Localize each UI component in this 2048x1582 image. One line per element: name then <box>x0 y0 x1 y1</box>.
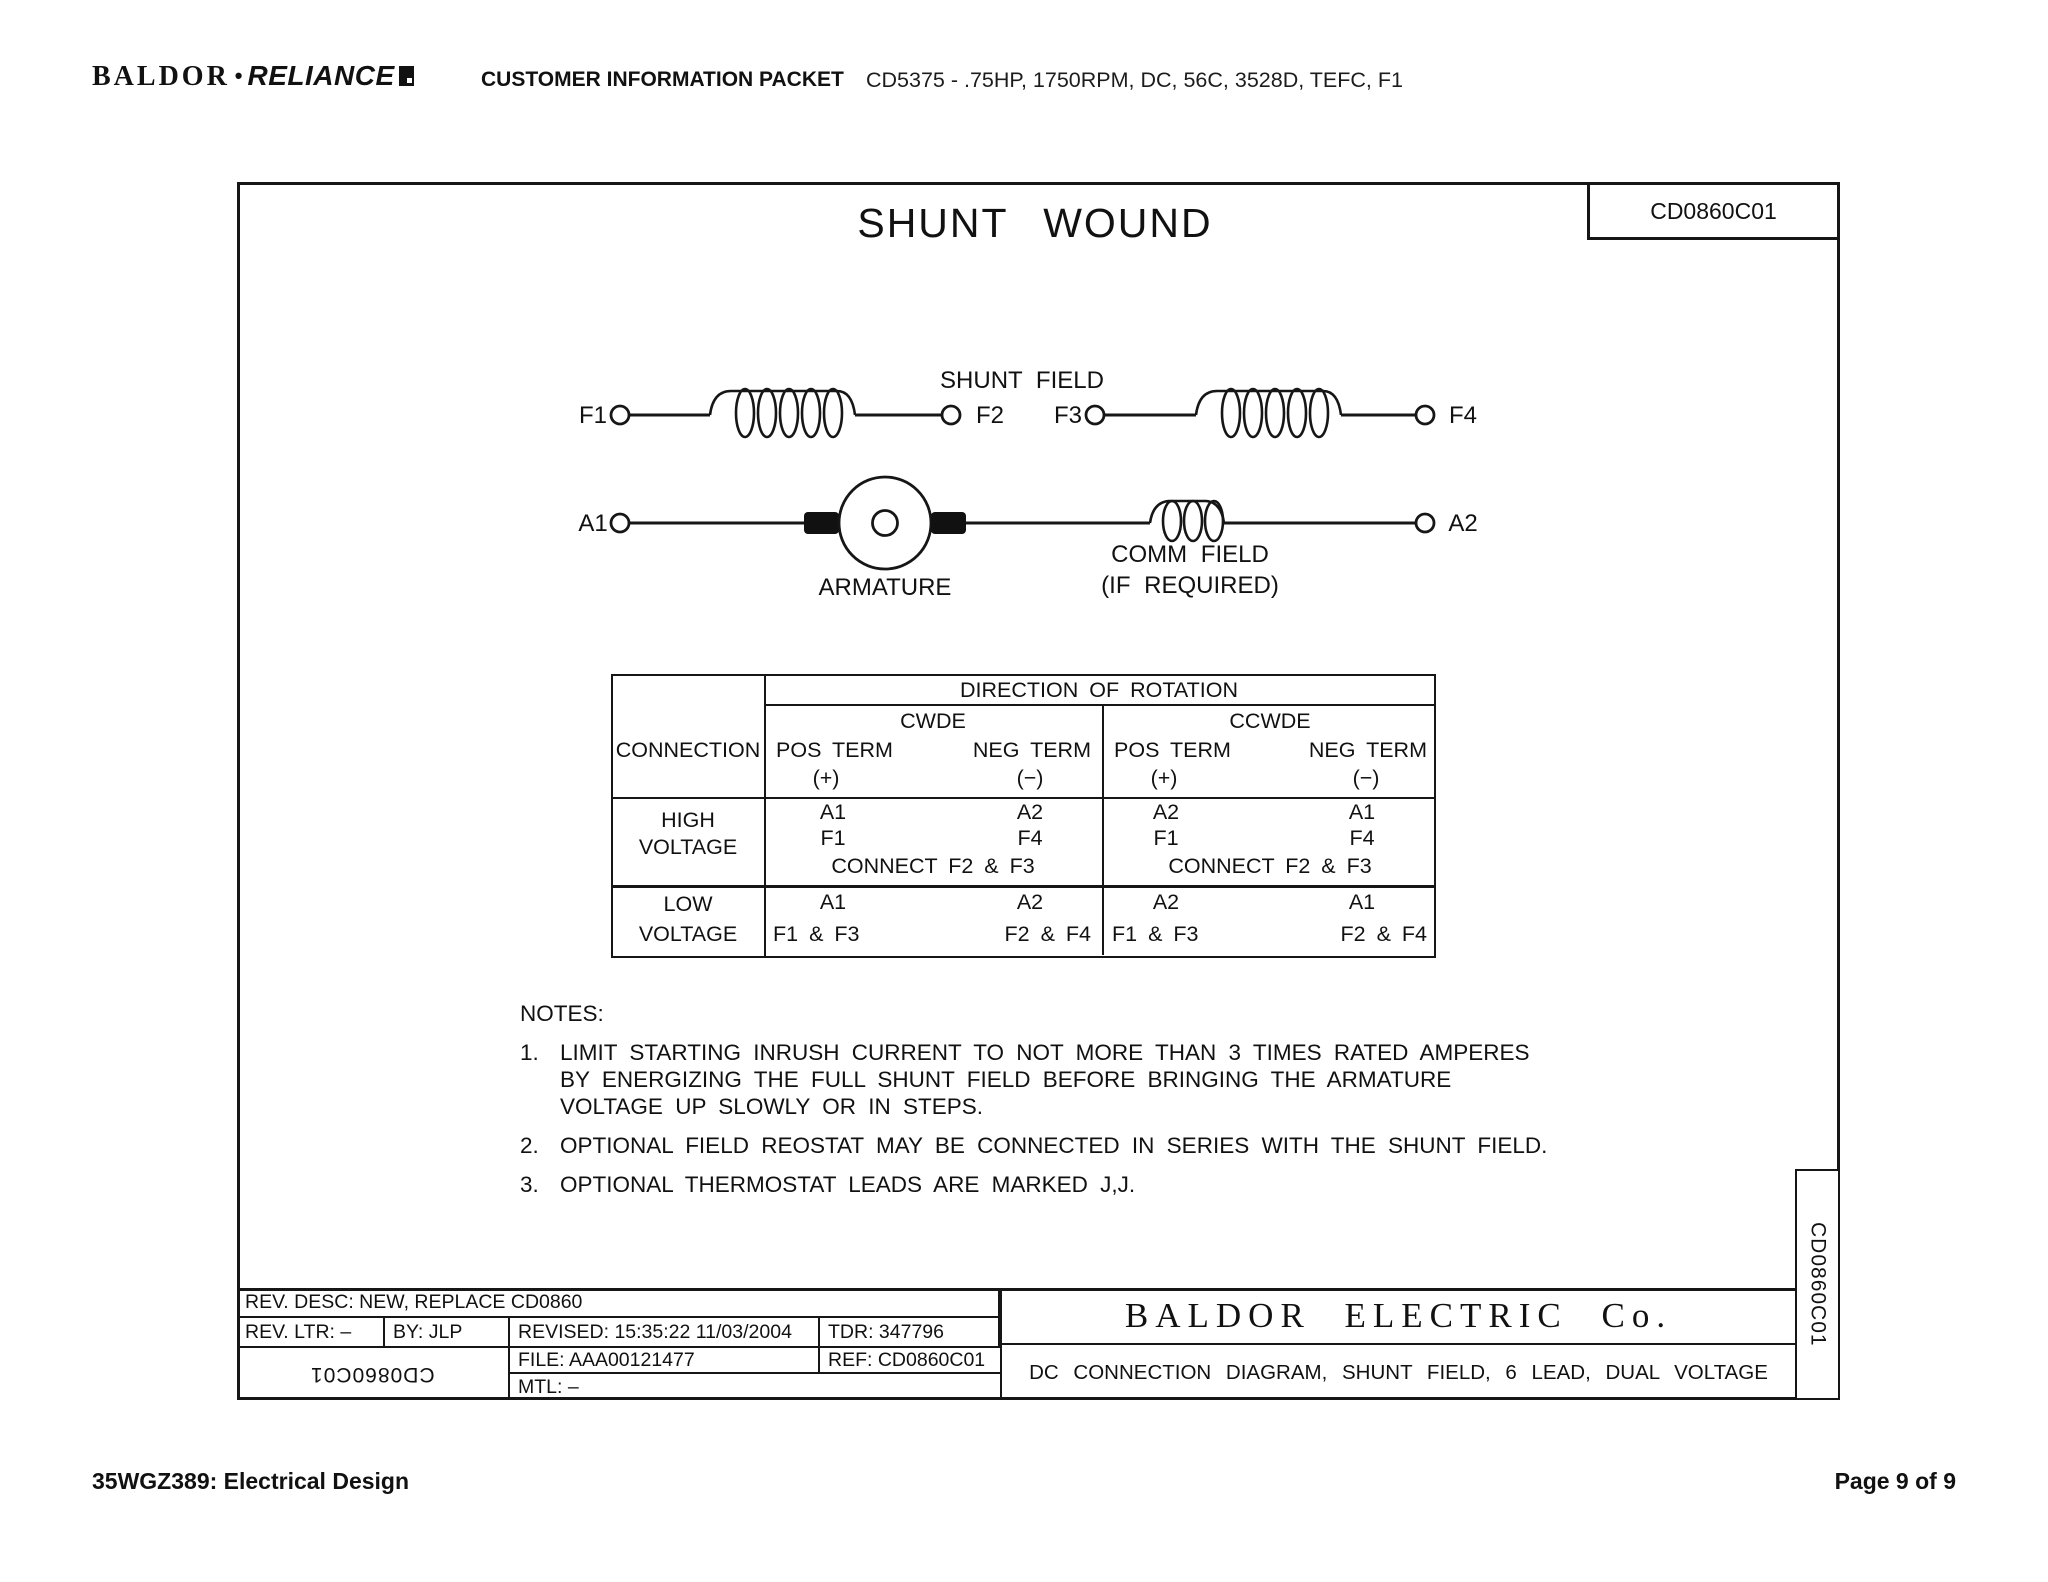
terminal-f2 <box>942 406 960 424</box>
doc-number-box <box>1587 182 1840 240</box>
shunt-coil-2-loop <box>1222 389 1240 437</box>
by-cell: BY: JLP <box>385 1318 510 1348</box>
drawing-title: SHUNT WOUND <box>857 200 1213 246</box>
packet-title: CUSTOMER INFORMATION PACKET <box>481 68 844 91</box>
brush-left <box>804 512 839 534</box>
drawing-description-cell: DC CONNECTION DIAGRAM, SHUNT FIELD, 6 LEAD, DUAL VOLTAGE <box>1029 1360 1768 1384</box>
table-divider <box>613 797 1434 799</box>
high-cwde-neg-f: F4 <box>1017 826 1043 850</box>
note-item-2 <box>520 1132 1640 1159</box>
terminal-label-f2: F2 <box>975 402 1005 429</box>
high-cwde-connect: CONNECT F2 & F3 <box>831 854 1035 878</box>
file-cell: FILE: AAA00121477 <box>510 1348 820 1374</box>
connection-header: CONNECTION <box>615 738 761 762</box>
terminal-label-a1: A1 <box>578 510 608 537</box>
note-number: 2. <box>520 1133 539 1158</box>
high-ccwde-pos-f: F1 <box>1153 826 1179 850</box>
footer-page-number: Page 9 of 9 <box>1834 1468 1956 1494</box>
flipped-doc-number-cell <box>237 1348 510 1400</box>
comm-coil-loop <box>1205 501 1223 541</box>
connection-schematic <box>560 350 1520 620</box>
shunt-coil-1-loop <box>824 389 842 437</box>
ccwde-neg-term-header: NEG TERM <box>1308 738 1427 762</box>
high-cwde-neg-a: A2 <box>1016 800 1044 824</box>
brush-right <box>931 512 966 534</box>
shunt-coil-1-loop <box>758 389 776 437</box>
shunt-coil-2-loop <box>1310 389 1328 437</box>
logo-flag-icon <box>399 66 414 86</box>
shunt-coil-2-loop <box>1266 389 1284 437</box>
table-divider <box>613 885 1434 888</box>
high-ccwde-pos-a: A2 <box>1152 800 1180 824</box>
notes-section <box>520 1000 1640 1198</box>
logo-reliance-text: RELIANCE <box>247 60 395 91</box>
footer-document-title: 35WGZ389: Electrical Design <box>92 1468 410 1494</box>
company-name-cell: BALDOR ELECTRIC Co. <box>1002 1288 1795 1345</box>
terminal-label-f1: F1 <box>578 402 608 429</box>
high-voltage-label-2: VOLTAGE <box>638 835 738 859</box>
note-line: OPTIONAL FIELD REOSTAT MAY BE CONNECTED IN SERIES WITH THE SHUNT FIELD. <box>560 1133 1548 1158</box>
high-voltage-label-1: HIGH <box>661 808 715 832</box>
ref-cell: REF: CD0860C01 <box>820 1348 1000 1374</box>
shunt-coil-1-loop <box>736 389 754 437</box>
high-cwde-pos-a: A1 <box>819 800 847 824</box>
doc-number: CD0860C01 <box>1650 197 1777 224</box>
shunt-field-label: SHUNT FIELD <box>940 367 1104 394</box>
high-ccwde-neg-f: F4 <box>1349 826 1375 850</box>
terminal-label-f4: F4 <box>1448 402 1478 429</box>
note-item-3 <box>520 1171 1640 1198</box>
low-ccwde-pos-f: F1 & F3 <box>1112 922 1199 946</box>
side-doc-number: CD0860C01 <box>1806 1222 1830 1347</box>
high-cwde-pos-f: F1 <box>820 826 846 850</box>
cwde-header: CWDE <box>900 709 966 733</box>
low-ccwde-neg-f: F2 & F4 <box>1340 922 1427 946</box>
comm-coil-loop <box>1163 501 1181 541</box>
tdr-cell: TDR: 347796 <box>820 1318 1000 1348</box>
low-ccwde-pos-a: A2 <box>1152 890 1180 914</box>
shunt-coil-2-loop <box>1288 389 1306 437</box>
direction-of-rotation-header: DIRECTION OF ROTATION <box>960 678 1238 702</box>
note-line: LIMIT STARTING INRUSH CURRENT TO NOT MORE THAN 3 TIMES RATED AMPERES <box>560 1040 1530 1065</box>
terminal-f1 <box>611 406 629 424</box>
side-doc-number-tab <box>1795 1169 1840 1400</box>
rotation-table <box>611 674 1436 958</box>
comm-field-label: COMM FIELD <box>1111 541 1269 568</box>
low-ccwde-neg-a: A1 <box>1348 890 1376 914</box>
cwde-neg-term-header: NEG TERM <box>972 738 1091 762</box>
shunt-coil-2-loop <box>1244 389 1262 437</box>
cwde-pos-sign: (+) <box>812 766 840 790</box>
note-line: BY ENERGIZING THE FULL SHUNT FIELD BEFORE BRINGING THE ARMATURE <box>560 1067 1452 1092</box>
note-number: 3. <box>520 1172 539 1197</box>
comm-field-label-2: (IF REQUIRED) <box>1101 572 1279 599</box>
shunt-coil-1-loop <box>780 389 798 437</box>
title-block <box>237 1288 1795 1400</box>
shunt-coil-1-loop <box>802 389 820 437</box>
note-item-1 <box>520 1039 1640 1120</box>
high-ccwde-neg-a: A1 <box>1348 800 1376 824</box>
ccwde-header: CCWDE <box>1229 709 1311 733</box>
logo-separator-dot: • <box>234 63 243 88</box>
notes-heading: NOTES: <box>520 1001 604 1026</box>
table-divider <box>1102 704 1104 955</box>
flipped-doc-number: CD0860C01 <box>310 1363 435 1386</box>
rev-desc-cell: REV. DESC: NEW, REPLACE CD0860 <box>237 1288 1000 1318</box>
armature-shaft <box>873 511 898 536</box>
terminal-label-f3: F3 <box>1053 402 1083 429</box>
low-cwde-pos-a: A1 <box>819 890 847 914</box>
terminal-f4 <box>1416 406 1434 424</box>
cwde-pos-term-header: POS TERM <box>776 738 893 762</box>
terminal-a2 <box>1416 514 1434 532</box>
product-spec: CD5375 - .75HP, 1750RPM, DC, 56C, 3528D, TEFC, F1 <box>866 68 1403 92</box>
low-cwde-pos-f: F1 & F3 <box>773 922 860 946</box>
ccwde-neg-sign: (−) <box>1352 766 1380 790</box>
note-line: OPTIONAL THERMOSTAT LEADS ARE MARKED J,J. <box>560 1172 1136 1197</box>
mtl-cell: MTL: – <box>518 1375 579 1398</box>
terminal-f3 <box>1086 406 1104 424</box>
rev-ltr-cell: REV. LTR: – <box>237 1318 385 1348</box>
terminal-label-a2: A2 <box>1448 510 1478 537</box>
baldor-reliance-logo <box>92 60 414 93</box>
armature-label: ARMATURE <box>818 574 952 601</box>
revised-cell: REVISED: 15:35:22 11/03/2004 <box>510 1318 820 1348</box>
low-cwde-neg-a: A2 <box>1016 890 1044 914</box>
note-line: VOLTAGE UP SLOWLY OR IN STEPS. <box>560 1094 984 1119</box>
high-ccwde-connect: CONNECT F2 & F3 <box>1168 854 1372 878</box>
logo-baldor-text: BALDOR <box>92 61 230 92</box>
table-divider <box>764 676 766 956</box>
low-voltage-label-2: VOLTAGE <box>638 922 738 946</box>
low-cwde-neg-f: F2 & F4 <box>1004 922 1091 946</box>
table-divider <box>764 704 1434 706</box>
low-voltage-label-1: LOW <box>663 892 713 916</box>
note-number: 1. <box>520 1040 539 1065</box>
ccwde-pos-sign: (+) <box>1150 766 1178 790</box>
cwde-neg-sign: (−) <box>1016 766 1044 790</box>
terminal-a1 <box>611 514 629 532</box>
ccwde-pos-term-header: POS TERM <box>1114 738 1231 762</box>
comm-coil-loop <box>1184 501 1202 541</box>
